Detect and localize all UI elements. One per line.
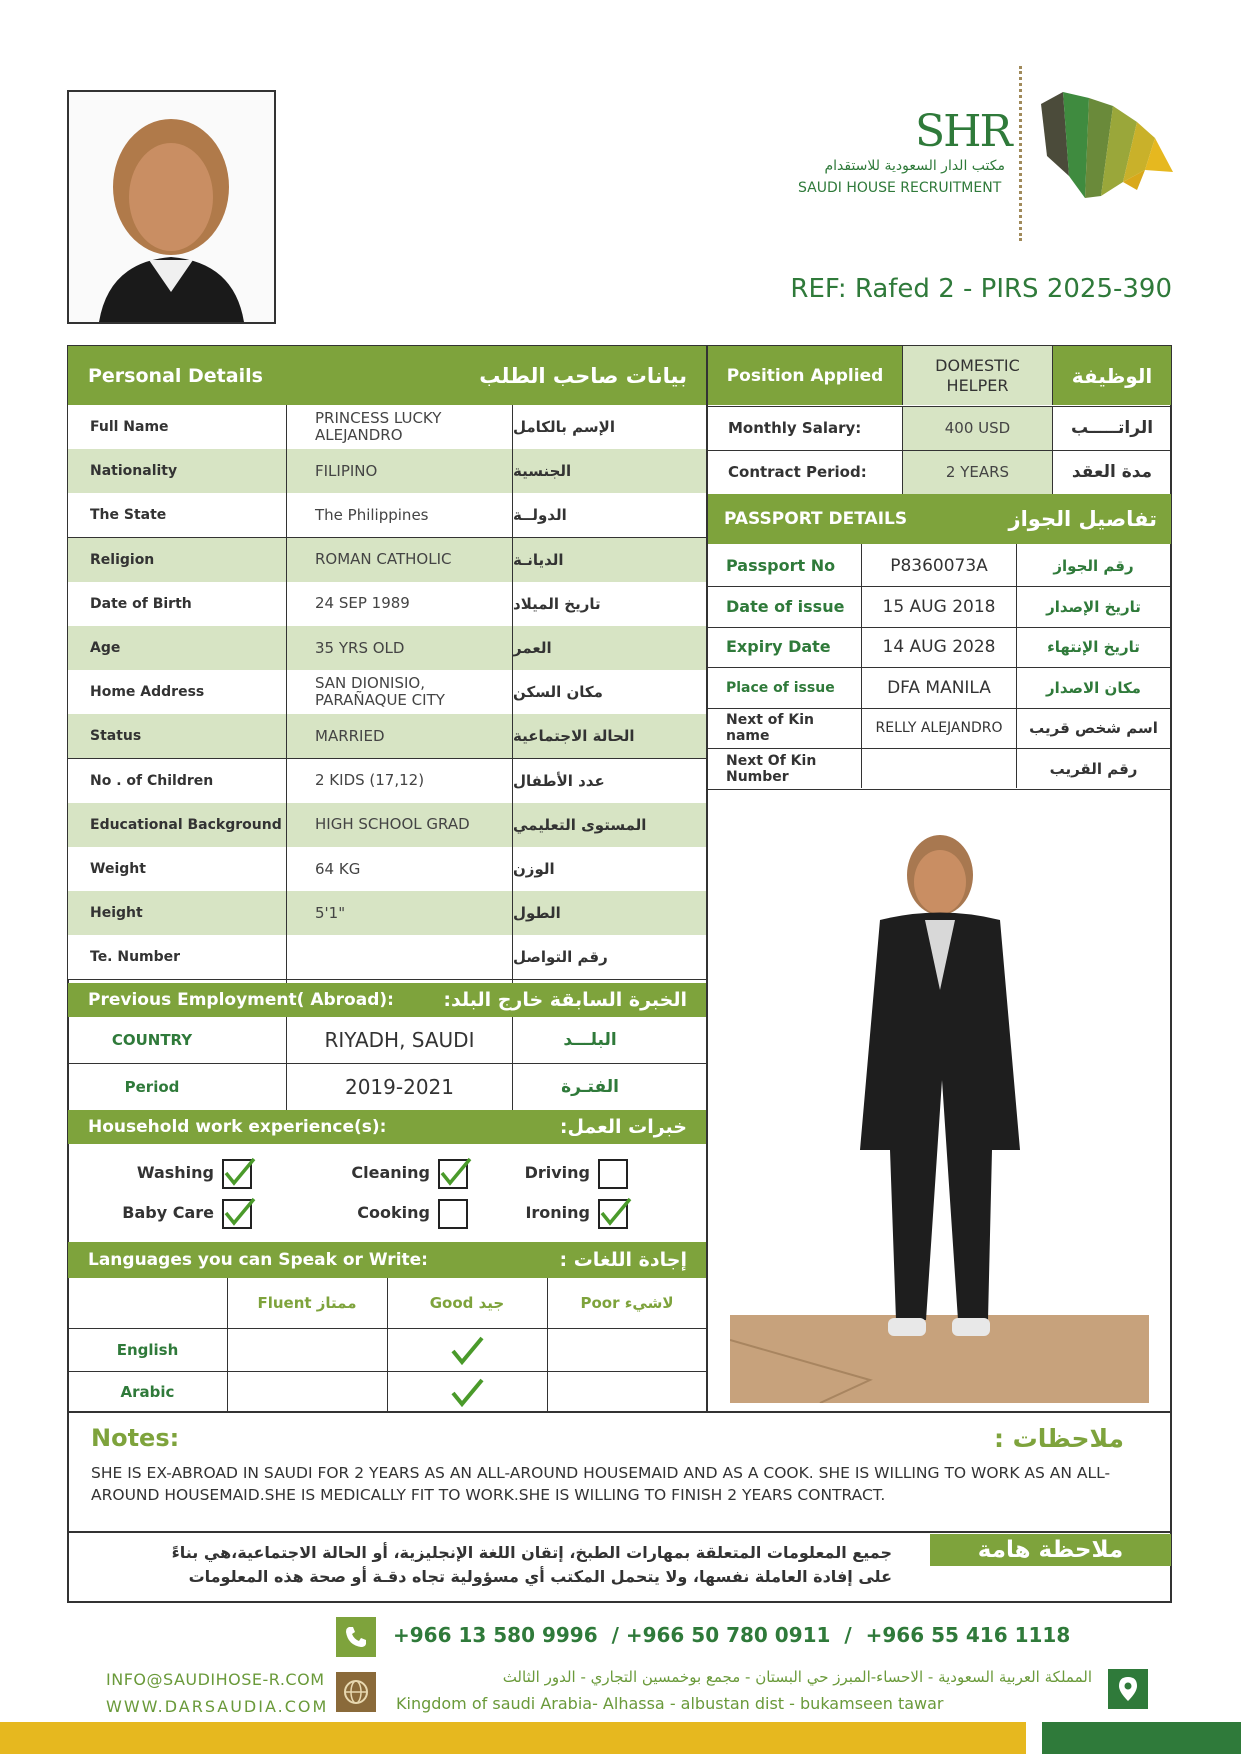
row-value: PRINCESS LUCKY ALEJANDRO [315, 409, 442, 445]
passport-value: RELLY ALEJANDRO [875, 720, 1003, 736]
previous-employment-title-en: Previous Employment( Abroad): [88, 990, 394, 1010]
language-level-header: Good جيد [429, 1294, 505, 1312]
row-label-ar: الدولــة [513, 506, 567, 525]
globe-icon [336, 1672, 376, 1712]
row-divider [708, 406, 1171, 407]
applicant-photo [67, 90, 276, 324]
row-divider [708, 450, 1171, 451]
row-label-en: Te. Number [90, 949, 181, 966]
language-name: English [116, 1340, 179, 1359]
row-label-ar: رقم التواصل [513, 948, 608, 967]
passport-label-ar: مكان الاصدار [1046, 678, 1141, 697]
passport-label-ar: رقم الجواز [1053, 557, 1134, 575]
row-label-en: Height [90, 905, 143, 922]
languages-title-en: Languages you can Speak or Write: [88, 1250, 428, 1270]
skill-checkbox-checked[interactable] [222, 1159, 252, 1189]
col-divider [286, 405, 287, 983]
languages-header [68, 1242, 707, 1278]
row-value: 5'1" [315, 903, 346, 922]
logo-arabic-name: مكتب الدار السعودية للاستقدام [824, 158, 1005, 174]
skill-label: Ironing [525, 1202, 590, 1222]
address-ar: المملكة العربية السعودية - الاحساء-المبرز حي البستان - مجمع بوخمسين التجاري - الدور الثالث [502, 1668, 1092, 1686]
row-value: 2 KIDS (17,12) [315, 771, 425, 790]
language-level-header: Fluent ممتاز [257, 1294, 357, 1312]
skill-label: Washing [136, 1162, 214, 1182]
notes-title-ar: ملاحظات : [993, 1424, 1124, 1453]
row-divider [708, 789, 1171, 790]
row-label-en: Home Address [90, 684, 205, 701]
position-value [902, 346, 1053, 405]
row-label-ar: الديانـة [513, 550, 564, 569]
row-label-ar: تاريخ الميلاد [513, 594, 601, 613]
email[interactable]: INFO@SAUDIHOSE-R.COM [106, 1670, 325, 1689]
position-row-label-en: Monthly Salary: [728, 419, 862, 437]
logo-divider [1019, 66, 1022, 241]
personal-details-title-ar: بيانات صاحب الطلب [479, 363, 687, 388]
skill-checkbox-checked[interactable] [222, 1199, 252, 1229]
company-logo [795, 66, 1180, 241]
employment-label-en: COUNTRY [111, 1031, 193, 1049]
row-value: MARRIED [315, 726, 385, 745]
position-row-value: 2 YEARS [902, 450, 1053, 494]
important-note-line2: على إفادة العاملة نفسها، ولا يتحمل المكتب أي مسؤولية تجاه دقـة أو صحة هذه المعلومات [188, 1567, 892, 1586]
passport-label-en: Next of Kin name [726, 712, 815, 744]
address-en: Kingdom of saudi Arabia- Alhassa - albustan dist - bukamseen tawar [396, 1694, 944, 1713]
skill-label: Baby Care [122, 1202, 214, 1222]
languages-title-ar: إجادة اللغات : [559, 1249, 687, 1271]
row-value: HIGH SCHOOL GRAD [315, 815, 470, 834]
website[interactable]: WWW.DARSAUDIA.COM [106, 1697, 329, 1716]
columns-bottom-line [68, 1411, 1171, 1413]
language-level-header: Poor لاشيء [580, 1294, 674, 1312]
passport-value: 15 AUG 2018 [882, 596, 996, 617]
notes-bottom-line [68, 1531, 1171, 1533]
skill-label: Cleaning [351, 1162, 430, 1182]
passport-value [862, 749, 1016, 789]
row-label-ar: الإسم بالكامل [513, 418, 615, 437]
row-label-ar: العمر [513, 639, 552, 658]
row-label-ar: الوزن [513, 860, 555, 879]
important-note-line1: جميع المعلومات المتعلقة بمهارات الطبخ، إتقان اللغة الإنجليزية، أو الحالة الاجتماعية،هي بناءً [171, 1543, 892, 1562]
row-label-en: Full Name [90, 419, 169, 436]
row-label-en: Weight [90, 861, 146, 878]
passport-label-en: Next Of Kin Number [726, 752, 817, 785]
passport-value: 14 AUG 2028 [882, 637, 996, 657]
skill-checkbox[interactable] [598, 1159, 628, 1189]
employment-label-en: Period [124, 1077, 180, 1096]
personal-details-header [68, 346, 707, 405]
language-name: Arabic [120, 1383, 175, 1401]
household-title-ar: خبرات العمل: [559, 1116, 687, 1138]
row-label-ar: عدد الأطفال [513, 771, 605, 790]
skill-checkbox-checked[interactable] [598, 1199, 628, 1229]
position-label-ar-text: الوظيفة [1071, 363, 1153, 388]
passport-title-ar: تفاصيل الجواز [1008, 507, 1157, 531]
notes-text: SHE IS EX-ABROAD IN SAUDI FOR 2 YEARS AS AN ALL-AROUND HOUSEMAID AND AS A COOK. SHE IS WILLING TO WORK AS AN ALL-AROUND HOUSEMAID.SHE IS MEDICALLY FIT TO WORK.SHE IS WILLING TO FINISH 2 YEARS CONTRACT. [91, 1464, 1111, 1504]
passport-label-ar: اسم شخص قريب [1029, 719, 1158, 737]
position-row-value: 400 USD [902, 406, 1053, 450]
col-divider [286, 1017, 287, 1110]
row-label-en: The State [90, 507, 167, 524]
passport-label-en: Expiry Date [726, 637, 831, 656]
employment-label-ar: البلـــد [563, 1030, 617, 1050]
position-applied-label [708, 346, 902, 405]
row-divider [68, 979, 707, 980]
passport-label-ar: تاريخ الإنتهاء [1047, 638, 1140, 656]
row-label-en: Age [90, 640, 121, 657]
row-label-ar: الجنسية [513, 462, 572, 481]
reference-number: REF: Rafed 2 - PIRS 2025-390 [790, 274, 1172, 304]
logo-abbrev: SHR [915, 106, 1011, 157]
phone-icon [336, 1617, 376, 1657]
position-row-label-ar: الراتـــــب [1070, 418, 1154, 438]
row-value: 24 SEP 1989 [315, 594, 410, 613]
row-value: The Philippines [315, 505, 429, 524]
row-value: FILIPINO [315, 461, 378, 480]
notes-title-en: Notes: [91, 1424, 180, 1452]
footer-green-bar [1042, 1722, 1241, 1754]
phone-numbers: +966 13 580 9996 / +966 50 780 0911 / +966 55 416 1118 [393, 1623, 1071, 1647]
language-checkmark-icon [387, 1371, 547, 1413]
household-header [68, 1110, 707, 1144]
logo-english-name: SAUDI HOUSE RECRUITMENT [798, 180, 1002, 196]
row-value [287, 935, 513, 979]
position-label-ar [1053, 346, 1171, 405]
passport-value: P8360073A [890, 556, 988, 576]
col-divider [861, 544, 862, 788]
col-divider [512, 405, 513, 983]
row-label-en: Religion [90, 551, 155, 568]
employment-value: RIYADH, SAUDI [324, 1028, 475, 1052]
row-label-en: No . of Children [90, 772, 214, 789]
row-label-en: Educational Background [90, 816, 282, 833]
passport-label-ar: رقم القريب [1049, 759, 1138, 778]
row-value: 35 YRS OLD [315, 638, 405, 657]
row-value: 64 KG [315, 859, 361, 878]
row-value: SAN DIONISIO, PARAÑAQUE CITY [315, 674, 445, 710]
important-note-title-text: ملاحظة هامة [977, 1537, 1124, 1563]
position-row-label-en: Contract Period: [728, 463, 867, 481]
personal-details-title-en: Personal Details [88, 364, 263, 387]
previous-employment-title-ar: الخبرة السابقة خارج البلد: [443, 989, 687, 1011]
position-applied-text: Position Applied [726, 365, 884, 386]
language-checkmark-icon [387, 1328, 547, 1371]
row-label-ar: مكان السكن [513, 683, 603, 702]
passport-header [708, 494, 1171, 544]
row-label-ar: الحالة الاجتماعية [513, 727, 635, 746]
row-label-ar: الطول [513, 904, 561, 923]
passport-label-ar: تاريخ الإصدار [1046, 597, 1141, 616]
row-value: ROMAN CATHOLIC [315, 550, 452, 569]
important-note-title [930, 1534, 1171, 1566]
previous-employment-header [68, 983, 707, 1017]
position-row-label-ar: مدة العقد [1071, 462, 1153, 482]
row-label-en: Status [90, 728, 142, 745]
row-label-en: Date of Birth [90, 595, 192, 612]
employment-value: 2019-2021 [344, 1074, 454, 1099]
passport-label-en: Passport No [726, 556, 836, 575]
saudi-map-icon [1027, 86, 1177, 211]
col-divider [512, 1017, 513, 1110]
passport-label-en: Date of issue [726, 596, 845, 616]
footer-yellow-bar [0, 1722, 1026, 1754]
passport-label-en: Place of issue [726, 679, 835, 696]
employment-label-ar: الفتـرة [561, 1076, 619, 1097]
col-divider [1016, 544, 1017, 788]
full-body-photo [730, 820, 1149, 1403]
position-value-text: DOMESTIC HELPER [935, 355, 1020, 395]
row-label-en: Nationality [90, 463, 178, 480]
location-pin-icon [1108, 1669, 1148, 1709]
row-label-ar: المستوى التعليمي [513, 815, 647, 834]
passport-value: DFA MANILA [887, 677, 991, 698]
skill-label: Driving [524, 1162, 590, 1182]
household-title-en: Household work experience(s): [88, 1117, 387, 1137]
passport-title-en: PASSPORT DETAILS [724, 509, 908, 529]
skill-label: Cooking [357, 1202, 430, 1222]
